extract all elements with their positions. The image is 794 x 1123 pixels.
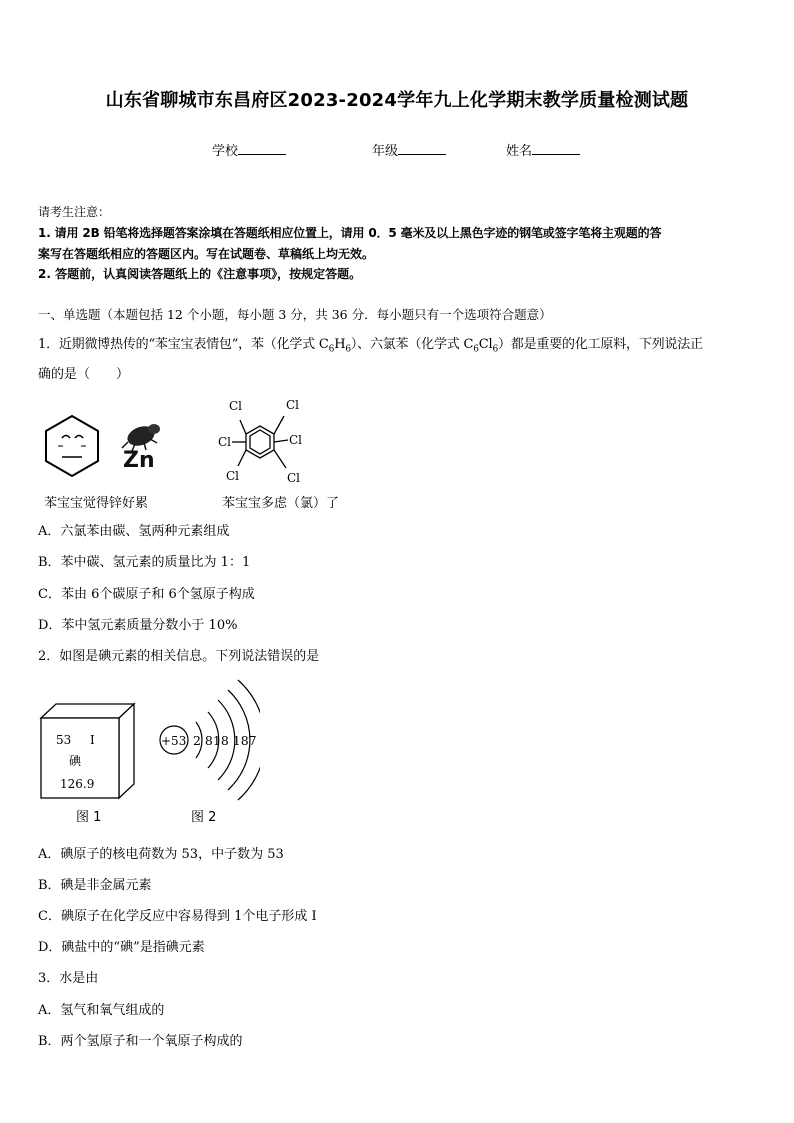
name-field	[506, 140, 580, 159]
benzene-ring	[232, 416, 288, 468]
cube-top-face	[41, 704, 134, 718]
question-1-option-d[interactable]: D．苯中氢元素质量分数小于 10%	[38, 618, 238, 633]
question-1-option-c[interactable]: C．苯由 6个碳原子和 6个氢原子构成	[38, 587, 255, 602]
atomic-number: 53	[56, 733, 72, 747]
chlorine-label: Cl	[229, 399, 243, 413]
grade-blank	[398, 142, 446, 155]
beetle-icon	[122, 423, 160, 451]
figure-caption-benzene: 苯宝宝觉得锌好累	[44, 496, 149, 511]
grade-label: 年级	[372, 144, 399, 159]
element-name: 碘	[69, 754, 82, 768]
atomic-mass: 126.9	[60, 777, 95, 791]
nuclear-charge: +53	[161, 734, 187, 748]
figure-1-caption: 图 1	[76, 810, 102, 825]
school-field	[212, 140, 286, 159]
question-3-option-a[interactable]: A．氢气和氧气组成的	[38, 1003, 165, 1018]
school-label: 学校	[212, 144, 239, 159]
question-2-option-a[interactable]: A．碘原子的核电荷数为 53，中子数为 53	[38, 847, 284, 862]
chlorine-label: Cl	[289, 433, 303, 447]
notice-line-1: 1. 请用 2B 铅笔将选择题答案涂填在答题纸相应位置上，请用 0．5 毫米及以上黑色字迹的钢笔或签字笔将主观题的答	[38, 226, 662, 240]
chlorine-label: Cl	[286, 398, 300, 412]
right-eye	[75, 436, 83, 439]
notice-line-3: 2. 答题前，认真阅读答题纸上的《注意事项》，按规定答题。	[38, 267, 362, 281]
iodine-element-cube	[36, 702, 140, 802]
benzene-emoji-figure	[40, 412, 170, 482]
question-1-stem: 1．近期微博热传的“苯宝宝表情包”，苯（化学式 $C_6H_6$）、六氯苯（化学式 $C_6Cl_6$）都是重要的化工原料，下列说法正	[38, 337, 703, 355]
hexachlorobenzene-figure	[212, 396, 322, 490]
school-blank	[238, 142, 286, 155]
figure-caption-hexachlorobenzene: 苯宝宝多虑（氯）了	[222, 496, 340, 511]
iodine-atomic-structure	[156, 678, 260, 806]
electron-configuration: 2 818 187	[193, 733, 257, 748]
grade-field	[372, 140, 446, 159]
benzene-hexagon	[46, 416, 98, 476]
question-3-stem: 3．水是由	[38, 971, 99, 986]
chlorine-label: Cl	[226, 469, 240, 483]
question-2-option-c[interactable]: C．碘原子在化学反应中容易得到 1个电子形成 I	[38, 909, 317, 924]
question-1-option-b[interactable]: B．苯中碳、氢元素的质量比为 1：1	[38, 555, 251, 570]
element-symbol: I	[90, 733, 95, 747]
notice-heading: 请考生注意：	[38, 205, 111, 219]
name-label: 姓名	[506, 144, 533, 159]
question-1-option-a[interactable]: A．六氯苯由碳、氢两种元素组成	[38, 524, 230, 539]
zinc-symbol: Zn	[123, 448, 155, 473]
question-2-option-d[interactable]: D．碘盐中的“碘”是指碘元素	[38, 940, 205, 955]
question-1-stem-line-2: 确的是（ ）	[38, 367, 130, 382]
question-3-option-b[interactable]: B．两个氢原子和一个氧原子构成的	[38, 1034, 243, 1049]
question-2-option-b[interactable]: B．碘是非金属元素	[38, 878, 152, 893]
notice-line-2: 案写在答题纸相应的答题区内。写在试题卷、草稿纸上均无效。	[38, 247, 375, 261]
cube-side-face	[119, 704, 134, 798]
chlorine-label: Cl	[218, 435, 232, 449]
name-blank	[532, 142, 580, 155]
page-title: 山东省聊城市东昌府区2023-2024学年九上化学期末教学质量检测试题	[105, 90, 689, 111]
chlorine-label: Cl	[287, 471, 301, 485]
left-eye	[62, 436, 70, 439]
question-2-stem: 2．如图是碘元素的相关信息。下列说法错误的是	[38, 649, 320, 664]
section-heading: 一、单选题（本题包括 12 个小题，每小题 3 分，共 36 分．每小题只有一个选项符合题意）	[38, 307, 552, 322]
figure-2-caption: 图 2	[191, 810, 217, 825]
